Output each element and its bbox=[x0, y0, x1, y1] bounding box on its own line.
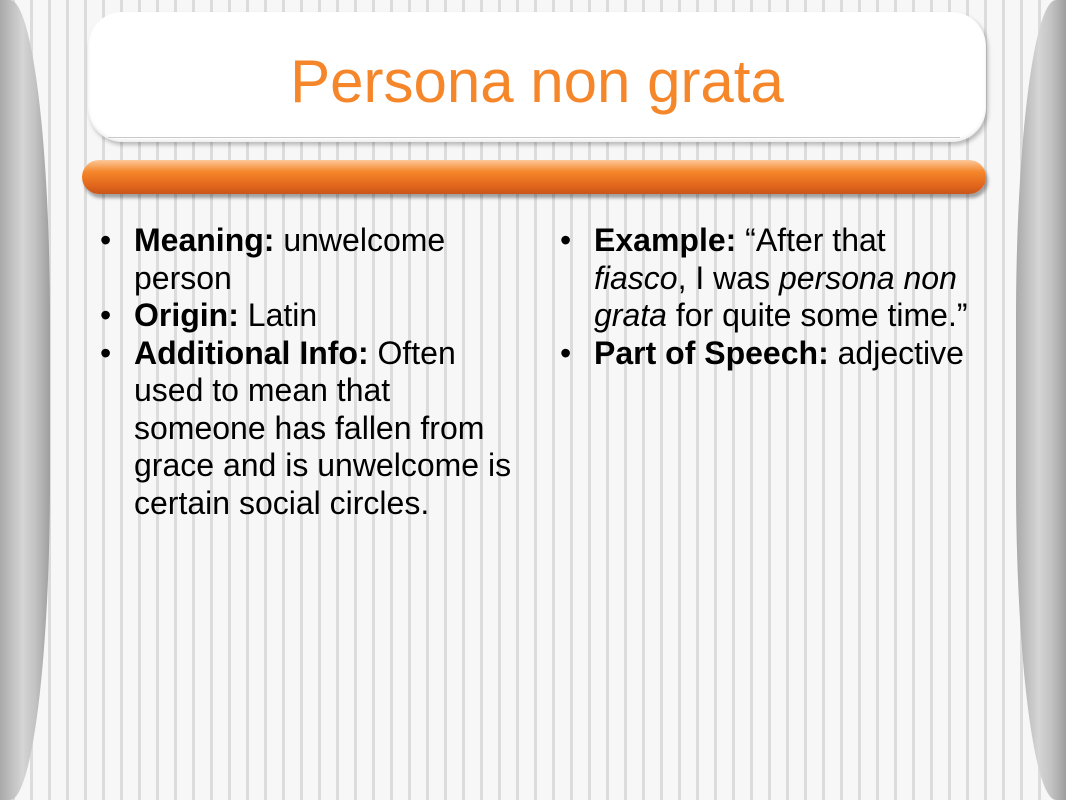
bullet-meaning bbox=[100, 222, 520, 297]
part-of-speech-text: adjective bbox=[828, 334, 964, 371]
title-panel bbox=[88, 12, 986, 142]
bullet-additional-info bbox=[100, 335, 520, 523]
additional-info-text: Often used to mean that someone has fallen from grace and is unwelcome is certain social circles. bbox=[134, 334, 512, 521]
left-bullet-list bbox=[100, 222, 520, 522]
additional-info-label: Additional Info: bbox=[134, 334, 369, 371]
part-of-speech-label: Part of Speech: bbox=[594, 334, 829, 371]
bullet-part-of-speech bbox=[560, 335, 980, 373]
bullet-dot: • bbox=[100, 297, 112, 333]
example-emphasis-phrase: persona non grata bbox=[594, 259, 957, 333]
bullet-example bbox=[560, 222, 980, 335]
right-bullet-list bbox=[560, 222, 980, 372]
meaning-label: Meaning: bbox=[134, 222, 275, 258]
example-label: Example: bbox=[594, 222, 737, 258]
slide-title: Persona non grata bbox=[290, 48, 784, 115]
meaning-text: unwelcome person bbox=[134, 222, 446, 296]
orange-divider-bar bbox=[82, 160, 986, 194]
example-quote-open: “After that bbox=[736, 222, 886, 258]
origin-label: Origin: bbox=[134, 297, 239, 333]
origin-text: Latin bbox=[238, 297, 318, 333]
bullet-origin bbox=[100, 297, 520, 335]
title-underline bbox=[108, 137, 960, 138]
right-decorative-bar bbox=[1016, 0, 1066, 800]
bullet-dot: • bbox=[560, 334, 572, 371]
example-mid: , I was bbox=[677, 259, 779, 296]
bullet-dot: • bbox=[100, 334, 112, 371]
example-end: for quite some time.” bbox=[666, 297, 968, 333]
bullet-dot: • bbox=[560, 222, 572, 258]
example-emphasis-fiasco: fiasco bbox=[594, 259, 678, 296]
left-decorative-bar bbox=[0, 0, 50, 800]
bullet-dot: • bbox=[100, 222, 112, 258]
